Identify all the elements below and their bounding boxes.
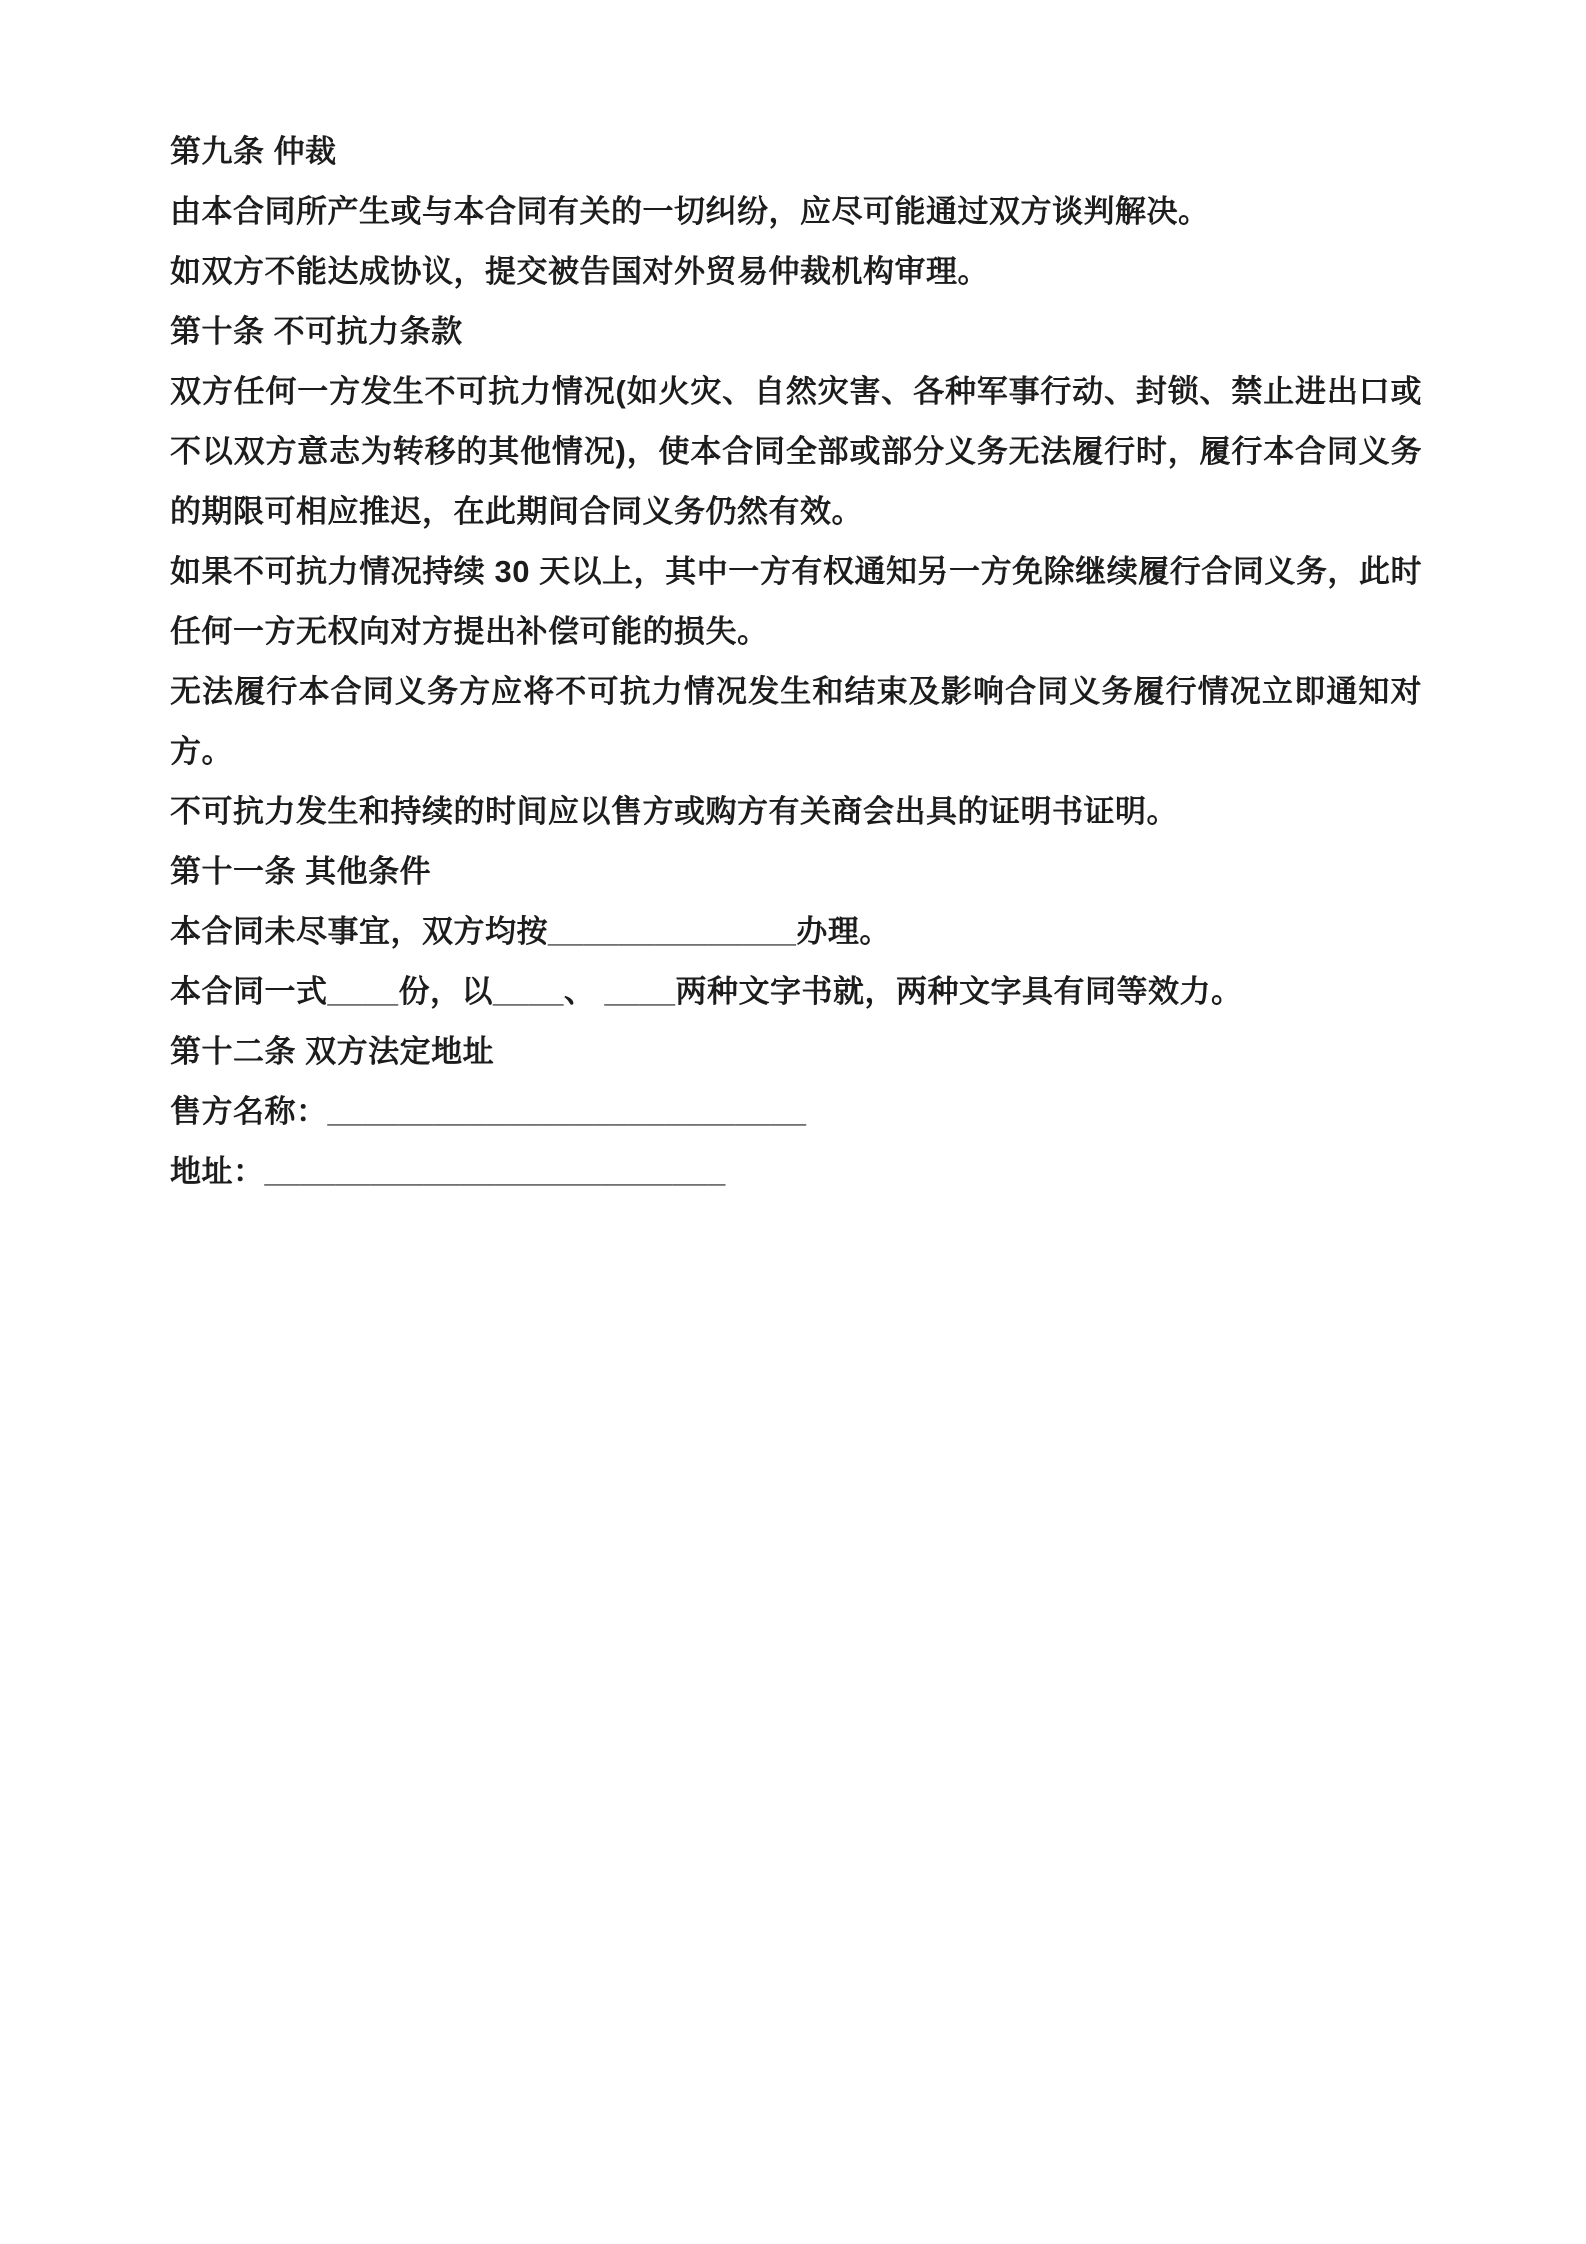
paragraph: 如果不可抗力情况持续 30 天以上，其中一方有权通知另一方免除继续履行合同义务，此时任何一方无权向对方提出补偿可能的损失。 [170,554,1422,649]
paragraph: 如双方不能达成协议，提交被告国对外贸易仲裁机构审理。 [170,254,989,289]
paragraph: 双方任何一方发生不可抗力情况(如火灾、自然灾害、各种军事行动、封锁、禁止进出口或不以双方意志为转移的其他情况)，使本合同全部或部分义务无法履行时，履行本合同义务的期限可相应推迟，在此期间合同义务仍然有效。 [170,374,1422,529]
paragraph: 无法履行本合同义务方应将不可抗力情况发生和结束及影响合同义务履行情况立即通知对方。 [170,674,1422,769]
section-heading: 第十二条 双方法定地址 [170,1034,495,1069]
section-heading: 第九条 仲裁 [170,134,337,169]
paragraph: 本合同一式____份，以____、 ____两种文字书就，两种文字具有同等效力。 [170,974,1243,1009]
paragraph: 售方名称：___________________________ [170,1094,807,1129]
paragraph: 不可抗力发生和持续的时间应以售方或购方有关商会出具的证明书证明。 [170,794,1178,829]
section-heading: 第十条 不可抗力条款 [170,314,463,349]
contract-body [170,122,1422,1202]
section-heading: 第十一条 其他条件 [170,854,432,889]
paragraph: 本合同未尽事宜，双方均按______________办理。 [170,914,891,949]
paragraph: 地址：__________________________ [170,1154,726,1189]
paragraph: 由本合同所产生或与本合同有关的一切纠纷，应尽可能通过双方谈判解决。 [170,194,1210,229]
